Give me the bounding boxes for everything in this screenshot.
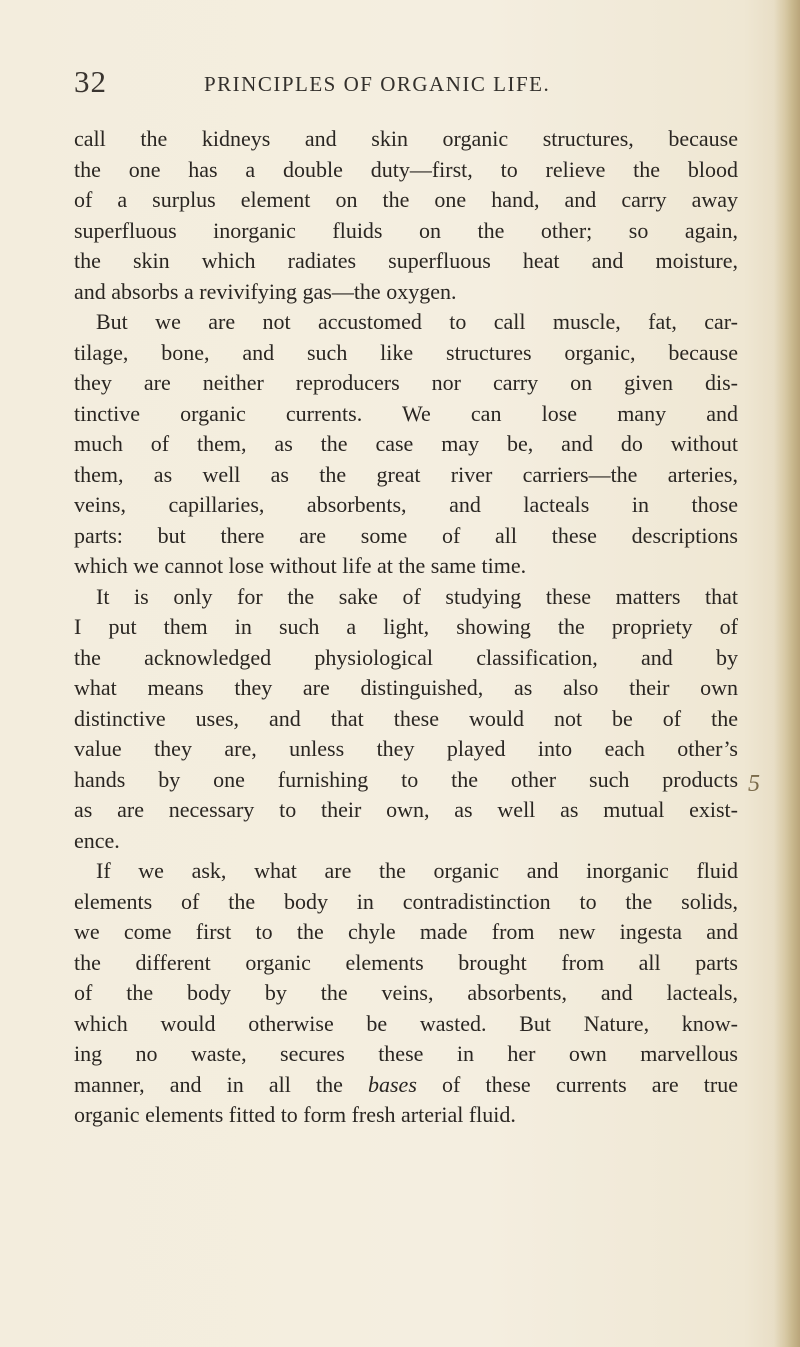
text-line: they are neither reproducers nor carry on given dis-: [74, 370, 738, 395]
text-line: It is only for the sake of studying these matters that: [96, 583, 738, 609]
page-header: [74, 64, 694, 108]
text-line: ing no waste, secures these in her own marvellous: [74, 1041, 738, 1066]
text-line: the acknowledged physiological classification, and by: [74, 644, 738, 670]
italic-word: bases: [368, 1071, 417, 1097]
text-line: veins, capillaries, absorbents, and lacteals in those: [74, 492, 738, 517]
text-line: them, as well as the great river carriers—the arteries,: [74, 461, 738, 487]
text-line: which we cannot lose without life at the same time.: [74, 553, 527, 578]
text-line: value they are, unless they played into each other’s: [74, 736, 738, 761]
page-edge-shadow: [774, 0, 800, 1347]
text-line: hands by one furnishing to the other such products: [74, 766, 738, 792]
margin-pencil-mark: 5: [748, 771, 760, 797]
text-line: and absorbs a revivifying gas—the oxygen.: [74, 278, 457, 304]
text-line: tinctive organic currents. We can lose many and: [74, 400, 738, 426]
text-line: as are necessary to their own, as well as mutual exist-: [74, 797, 738, 822]
text-line: the one has a double duty—first, to relieve the blood: [74, 156, 738, 182]
text-line: But we are not accustomed to call muscle, fat, car-: [96, 309, 738, 334]
page-number: 32: [74, 64, 107, 99]
text-line: distinctive uses, and that these would not be of the: [74, 705, 738, 731]
text-line: what means they are distinguished, as also their own: [74, 675, 738, 700]
body-text: [74, 124, 738, 1131]
text-line: If we ask, what are the organic and inorganic fluid: [96, 858, 738, 883]
text-line: I put them in such a light, showing the propriety of: [74, 614, 738, 639]
text-line: the different organic elements brought from all parts: [74, 949, 738, 975]
text-line: the skin which radiates superfluous heat and moisture,: [74, 248, 738, 273]
text-line: parts: but there are some of all these descriptions: [74, 522, 738, 548]
text-line: of a surplus element on the one hand, and carry away: [74, 187, 738, 212]
text-line: we come first to the chyle made from new ingesta and: [74, 919, 738, 944]
text-line: manner, and in all the bases of these currents are true: [74, 1071, 738, 1097]
text-line: elements of the body in contradistinction to the solids,: [74, 888, 738, 914]
text-line: tilage, bone, and such like structures organic, because: [74, 339, 738, 365]
text-line: call the kidneys and skin organic structures, because: [74, 126, 738, 151]
text-line: ence.: [74, 827, 120, 853]
text-line: much of them, as the case may be, and do without: [74, 431, 738, 456]
text-line: which would otherwise be wasted. But Nature, know-: [74, 1010, 738, 1036]
running-head: PRINCIPLES OF ORGANIC LIFE.: [204, 72, 551, 96]
text-line: of the body by the veins, absorbents, and lacteals,: [74, 980, 738, 1005]
text-line: superfluous inorganic fluids on the other; so again,: [74, 217, 738, 243]
text-line: organic elements fitted to form fresh arterial fluid.: [74, 1102, 516, 1127]
